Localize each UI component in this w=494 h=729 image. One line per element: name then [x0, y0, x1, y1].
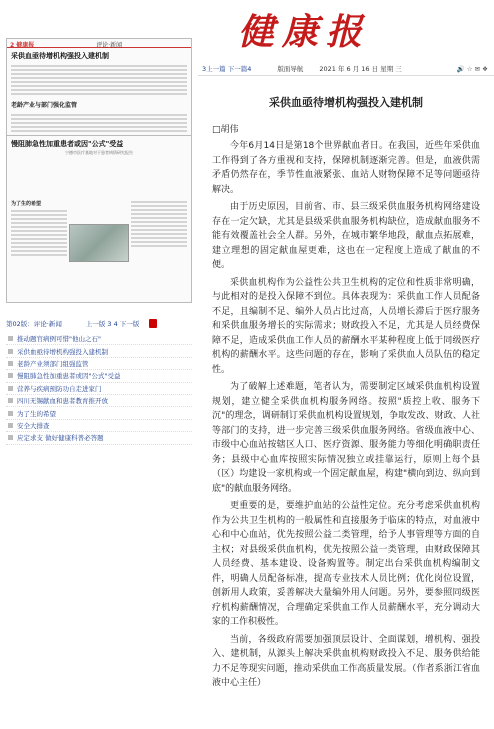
thumbnail-headline: 采供血亟待增机构强投入建机制: [11, 52, 109, 60]
toolbar-icons[interactable]: 🔊 ☆ ✉ ❖: [456, 64, 488, 73]
page-name-link[interactable]: 第02版：评论·新闻: [6, 319, 62, 328]
list-item[interactable]: 安全大排查: [6, 420, 192, 432]
newspaper-logo: 健康报: [238, 11, 371, 53]
thumbnail-mast-left: 2 健康报: [10, 42, 35, 49]
list-item[interactable]: 慢阻肺急性加重患者或因"公式"受益: [6, 370, 192, 382]
article-nav-links[interactable]: 3上一篇 下一篇4: [202, 65, 252, 73]
list-item[interactable]: 为了生的希望: [6, 407, 192, 419]
article-body: [198, 94, 494, 691]
article-panel: [198, 0, 494, 729]
left-panel: [0, 0, 198, 729]
thumbnail-masthead: [7, 39, 191, 48]
page-nav-links[interactable]: 上一版 3 4 下一版: [85, 319, 140, 328]
thumbnail-photo: [69, 224, 129, 262]
page-thumbnail[interactable]: [6, 38, 192, 303]
article-paragraph: 为了破解上述难题，笔者认为，需要制定区域采供血机构设置规划，建立健全采供血机构服务网络。按照"质控上收、服务下沉"的理念，调研制订采供血机构设置规划，争取发改、财政、人社等部门的支持，进一步完善三级采供血服务网络。省级血液中心、市级中心血站按辖区人口、医疗资源、服务能力等细化明确职责任务；县级中心血库按照实际情况独立或挂靠运行，原则上每个县（区）均建设一家机构或一个固定献血屋，构建"横向到边、纵向到底"的献血服务网络。: [212, 382, 480, 494]
bullet-icon: [8, 386, 13, 391]
bullet-icon: [8, 361, 13, 366]
bullet-icon: [8, 423, 13, 428]
list-item[interactable]: 采供血亟待增机构强投入建机制: [6, 345, 192, 357]
list-item[interactable]: 营养与疾病预防功自走进家门: [6, 383, 192, 395]
thumbnail-text-lines-2: [7, 111, 191, 135]
article-paragraph: 今年6月14日是第18个世界献血者日。在我国，近些年采供血工作得到了各方重视和支持，保障机制逐渐完善。但是，血液供需矛盾仍然存在，季节性血液紧张、血站人财物保障不足等问题亟待解决。: [212, 141, 480, 195]
list-item[interactable]: 推动题官病例可惜"他山之石": [6, 333, 192, 345]
thumbnail-mast-right: 评论·新闻: [96, 42, 123, 49]
thumbnail-section: 为了生的希望: [11, 201, 42, 207]
article-paragraph: 更重要的是，要维护血站的公益性定位。充分考虑采供血机构作为公共卫生机构的一般属性和直接服务于临床的特点，对血液中心和中心血站，优先按照公益二类管理，给予人事管理等方面的自主权；对县级采供血机构，优先按照公益一类管理，由财政保障其人员经费、基本建设、设备购置等。制定出台采供血机构编制文件，明确人员配备标准，提高专业技术人员比例；优化岗位设置，创新用人政策，妥善解决大量编外用人问题。另外，要参照同级医疗机构薪酬情况，合理确定采供血工作人员薪酬水平，充分调动大家的工作积极性。: [212, 501, 480, 627]
page-nav-bar: [6, 316, 192, 330]
article-paragraph: 采供血机构作为公益性公共卫生机构的定位和性质非常明确，与此相对的是投入保障不到位。具体表现为：采供血工作人员配备不足，且编制不足、编外人员占比过高，人员增长滞后于医疗服务和采供血服务增长的实际需求；财政投入不足，尤其是人员经费保障不足，造成采供血工作人员的薪酬水平某种程度上低于同级医疗机构的薪酬水平。这些问题的存在，影响了采供血人员队伍的稳定性。: [212, 277, 480, 375]
article-author: □胡伟: [212, 125, 239, 135]
article-title: 采供血亟待增机构强投入建机制: [269, 96, 423, 109]
bullet-icon: [8, 349, 13, 354]
thumbnail-subline: 宁德市医疗基地对于患者病情研究报告: [65, 150, 133, 155]
list-item[interactable]: 应定求支 做好健康科普必答题: [6, 432, 192, 444]
list-item[interactable]: 老龄产业须部门组强监管: [6, 358, 192, 370]
article-list: [6, 333, 192, 445]
thumbnail-headline-2: 老龄产业与部门强化监管: [11, 102, 78, 109]
publish-date: 2021 年 6 月 16 日 星期 三: [319, 65, 402, 73]
thumbnail-text-lines: [7, 62, 191, 98]
article-paragraph: 由于历史原因，目前省、市、县三级采供血服务机构网络建设存在一定欠缺，尤其是县级采供血服务机构缺位，造成献血服务不能有效覆盖社会全人群。另外，在城市繁华地段，献血点拓展难，建立理想的固定献血屋更难，这也在一定程度上造成了献血的不便。: [212, 202, 480, 270]
pdf-icon[interactable]: [149, 319, 157, 328]
bullet-icon: [8, 336, 13, 341]
list-item[interactable]: 四川无锡献血和患者教育推开放: [6, 395, 192, 407]
version-nav-link[interactable]: 版面导航: [277, 65, 304, 73]
article-paragraph: 当前，各级政府需要加强顶层设计、全面谋划，增机构、强投入、建机制，从源头上解决采供血机构财政投入不足、服务供给能力不足等现实问题，推动采供血工作高质量发展。（作者系浙江省血液中心主任）: [212, 634, 480, 688]
bullet-icon: [8, 373, 13, 378]
bullet-icon: [8, 435, 13, 440]
article-header-bar: [198, 62, 494, 76]
bullet-icon: [8, 398, 13, 403]
thumbnail-headline-3: 慢阻肺急性加重患者或因"公式"受益: [7, 135, 191, 150]
bullet-icon: [8, 411, 13, 416]
